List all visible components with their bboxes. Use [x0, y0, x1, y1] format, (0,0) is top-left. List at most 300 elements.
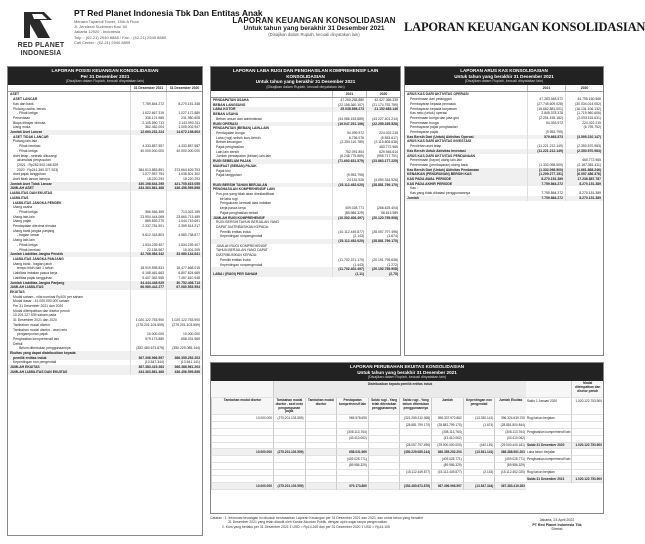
equity-cell	[368, 456, 400, 463]
panel-title: LAPORAN PERUBAHAN EKUITAS KONSOLIDASIAN	[349, 364, 465, 369]
equity-cell	[399, 476, 431, 483]
company-address	[74, 19, 234, 45]
equity-cell	[305, 429, 337, 436]
row-value-2020: (28.057.797.496)	[366, 230, 400, 235]
equity-cell	[273, 436, 305, 443]
equity-header-cell: Kepentingan non pengendali	[463, 398, 495, 415]
company-block	[74, 8, 263, 45]
equity-changes-panel	[210, 362, 604, 514]
panel-header	[8, 67, 202, 85]
equity-cell: 367.396.966.597	[431, 483, 463, 490]
row-label: JUMLAH RUGI KOMPREHENSIF	[216, 243, 268, 248]
row-label: Modal saham - nilai nominal Rp100 per saham	[13, 294, 84, 299]
row-value-2020: 1.005.002.947	[166, 125, 202, 130]
row-value-2021: 1.534.239.407	[130, 243, 166, 248]
equity-cell	[211, 470, 273, 477]
row-value-2020: (2.093.115.631)	[565, 116, 603, 121]
row-label: JUMLAH LIABILITAS	[10, 285, 44, 290]
row-label: Modal dasar - 41.000.000.000 saham	[13, 299, 70, 304]
row-label: ASET TIDAK LANCAR	[13, 134, 49, 139]
equity-header-cell: Tambahan modal disetor	[305, 398, 337, 415]
equity-header-cell: Modal ditempatkan dan disetor penuh	[571, 381, 603, 398]
equity-row-label: Laba tahun berjalan	[526, 449, 571, 456]
row-value-2020: (5.553.617)	[366, 136, 400, 141]
row-label: EKUITAS	[10, 289, 25, 294]
row-value-2021: (11.702.402.497)	[332, 267, 366, 272]
equity-cell	[305, 483, 337, 490]
panel-note: (Disajikan dalam Rupiah, kecuali dinyatakan lain)	[367, 375, 447, 380]
row-label: Jumlah Liabilitas Jangka Pendek	[10, 252, 64, 257]
row-label: Kas Bersih Dari (Untuk) Aktivitas Operasi	[407, 134, 474, 139]
row-label: - Belum ditentukan penggunaannya	[17, 346, 71, 351]
row-value-2020: 33.980.144.841	[166, 252, 202, 257]
row-value-2021: (6.248.775.869)	[332, 154, 366, 159]
equity-cell: 367.383.419.263	[494, 483, 526, 490]
row-value-2021: 889.839.270	[130, 219, 166, 224]
row-label: Utang bank - bagian jatuh	[13, 261, 52, 266]
address-line: Telp. : (62-21) 2940 8888 / Fax. : (62-21) 2940 8889	[74, 34, 167, 40]
equity-row-label: Rugi tahun berjalan	[526, 470, 571, 477]
equity-cell: (275.201.103.559)	[273, 415, 305, 422]
row-value-2020: (995.717.701)	[366, 154, 400, 159]
equity-cell: (89.986.329)	[494, 463, 526, 470]
row-value-2020: 8.270.151.389	[565, 191, 603, 196]
row-value-2021: 5.612.318.803	[130, 233, 166, 238]
row-value-2021: (10.112.449.877)	[332, 230, 366, 235]
equity-cell: 979.173.889	[336, 483, 368, 490]
column-header	[405, 85, 603, 92]
column-2021: 2021	[527, 85, 565, 91]
row-value-2021: 367.383.419.263	[130, 365, 166, 370]
row-value-2021: 384.613.883.891	[130, 168, 166, 173]
equity-cell: (308.113.764)	[431, 429, 463, 436]
row-label: ARUS KAS DARI AKTIVITAS PENDANAAN	[407, 153, 476, 158]
logo-text: RED PLANET INDONESIA	[17, 42, 65, 57]
report-header	[6, 4, 645, 66]
row-label: ARUS KAS DARI AKTIVITAS INVESTASI	[407, 139, 471, 144]
row-value-2021: (19.047.251.196)	[332, 122, 366, 127]
row-value-2021: 579.663.573	[527, 135, 565, 140]
row-label: kerja pasca kerja	[220, 206, 246, 211]
row-label: Aset pajak tangguhan	[13, 172, 46, 177]
equity-cell	[211, 456, 273, 463]
equity-cell	[305, 436, 337, 443]
row-value-2021: 22.155.567	[130, 248, 166, 253]
row-label: 2020 : Rp241.360.377.923)	[17, 167, 59, 172]
row-value-2021: (27.745.609.028)	[527, 102, 565, 107]
equity-cell	[571, 463, 603, 470]
equity-cell: 965.578.695	[336, 415, 368, 422]
row-label: Biaya dibayar dimuka	[13, 120, 46, 125]
equity-cell: (13.547.344)	[463, 483, 495, 490]
row-label: RUGI OPERASI	[213, 121, 238, 126]
equity-cell: (28.881.800.844)	[494, 422, 526, 429]
statement-row	[211, 272, 400, 277]
panel-subtitle: Untuk tahun yang berakhir 31 Desember 2021	[454, 73, 554, 79]
equity-cell: (28.881.799.170)	[431, 422, 463, 429]
row-value-2020: (16.131.106.132)	[565, 107, 603, 112]
equity-cell	[273, 463, 305, 470]
row-value-2021: 434.363.861.468	[130, 186, 166, 191]
row-label: RUGI BERSIH TAHUN BERJALAN	[213, 182, 268, 187]
equity-cell	[571, 456, 603, 463]
row-value-2020: (13.541.141)	[166, 360, 202, 365]
row-label: Penerimaan bunga	[410, 120, 439, 125]
equity-cell: (440.181)	[463, 443, 495, 450]
equity-cell: (409.028.771)	[431, 456, 463, 463]
row-value-2021: 9.407.362.555	[130, 276, 166, 281]
equity-cell: (43.410.062)	[431, 436, 463, 443]
footnote-line: 31 Desember 2021 yang telah diaudit oleh Kantor Akuntan Publik, dengan opini wajar tanpa pengecualian.	[228, 520, 388, 525]
row-value-2021: (10.302.406.497)	[332, 216, 366, 221]
row-label: KAS PADA AWAL PERIODE	[407, 177, 452, 182]
row-value-2021: (13.547.344)	[130, 360, 166, 365]
row-label: Penerimaan (pembayaran) utang bank	[410, 162, 469, 167]
row-value-2021: (11.702.371.170)	[332, 258, 366, 263]
row-label: Kepentingan nonpengendali	[220, 262, 263, 267]
row-value-2020: 6.807.624.669	[166, 271, 202, 276]
row-value-2021: 4.333.857.557	[130, 144, 166, 149]
row-value-2020: 366.388.961.203	[166, 365, 202, 370]
row-value-2020: (275.201.103.559)	[166, 323, 202, 328]
row-value-2020: (350.229.085.144)	[166, 346, 202, 351]
row-value-2020: 17.236.887.787	[565, 177, 603, 182]
row-label: MANFAAT (BEBAN) PAJAK	[213, 163, 257, 168]
row-value-2021: 6.168.461.663	[130, 271, 166, 276]
row-value-2020: (20.191.795.636)	[366, 258, 400, 263]
signature-company: PT Red Planet Indonesia Tbk	[532, 522, 582, 527]
row-label: BEBAN USAHA	[213, 112, 239, 117]
row-value-2021: 8.270.151.389	[527, 177, 565, 182]
row-value-2020: 436.456.595.898	[166, 186, 202, 191]
equity-row-label: Saldo 1 Januari 2020	[526, 398, 571, 415]
row-label: Utang lain-lain	[13, 238, 35, 243]
row-value-2021: 24.151.926	[332, 178, 366, 183]
panel-title: LAPORAN LABA RUGI DAN PENGHASILAN KOMPREHENSIF LAIN KONSOLIDASIAN	[232, 68, 379, 79]
row-value-2020: 10.000.000	[166, 332, 202, 337]
row-value-2021: 23.904.444.069	[130, 215, 166, 220]
row-label: JUMLAH EKUITAS	[10, 365, 40, 370]
row-label: LIABILITAS JANGKA PANJANG	[13, 257, 64, 261]
equity-cell	[211, 422, 273, 429]
equity-cell	[211, 429, 273, 436]
column-label	[405, 85, 527, 91]
equity-cell	[463, 476, 495, 483]
row-value-2021: 6.736.076	[332, 136, 366, 141]
equity-cell	[571, 470, 603, 477]
row-value-2020: 15.001.209	[166, 248, 202, 253]
row-value-2020: (22.259.165.528)	[366, 122, 400, 127]
row-value-2021: 18.919.595.831	[130, 266, 166, 271]
equity-cell: (28.057.797.496)	[399, 443, 431, 450]
row-label: ke laba rugi	[220, 196, 238, 201]
footnote-line: 2. Kurs yang berlaku per 31 Desember 2021 1 USD = Rp14.269 dan per 31 Desember 2020 1 USD = Rp14.105	[222, 524, 390, 529]
row-label: - Pihak berelasi	[17, 144, 41, 149]
row-label: DIATRIBUSIKAN KEPADA:	[216, 253, 258, 258]
equity-cell	[368, 443, 400, 450]
row-label: Aset tetap - setelah dikurangi	[13, 153, 57, 158]
row-label: Pajak penghasilan terkait	[220, 210, 258, 215]
row-value-2021: (16.662.881.001)	[527, 107, 565, 112]
row-value-2020: 8.270.151.389	[565, 182, 603, 187]
equity-cell	[399, 436, 431, 443]
center-subtitle: Untuk tahun yang berakhir 31 Desember 2021	[243, 25, 385, 32]
equity-cell	[211, 443, 273, 450]
row-value-2020: 224.022.215	[565, 121, 603, 126]
equity-cell	[368, 422, 400, 429]
column-header	[211, 91, 400, 98]
equity-cell	[368, 476, 400, 483]
row-value-2020: 14.672.198.603	[166, 130, 202, 135]
equity-group-header: Diatribusikan kepada pemilik entitas induk	[273, 381, 526, 398]
row-value-2020: 44.795.160.566	[565, 97, 603, 102]
panel-note: (Disajikan dalam Rupiah, kecuali dinyatakan lain)	[65, 79, 145, 84]
column-2020: 31 Desember 2020	[166, 85, 202, 91]
row-label: Utang pajak	[13, 219, 32, 224]
row-value-2020: 1.534.239.407	[166, 243, 202, 248]
row-value-2020: (43.227.401.214)	[366, 117, 400, 122]
row-label: TAHUN BERJALAN YANG DAPAT	[216, 248, 268, 253]
equity-cell: (409.028.771)	[336, 456, 368, 463]
row-value-2021: 409.028.771	[332, 206, 366, 211]
equity-cell	[571, 429, 603, 436]
row-value-2020: 460.772.965	[366, 145, 400, 150]
panel-header	[211, 363, 603, 381]
row-label: pemilik entitas induk	[13, 355, 47, 360]
row-value-2021: 2.337.781.901	[130, 224, 166, 229]
equity-cell	[368, 463, 400, 470]
equity-header-cell: Pendapatan komprehensif lain	[336, 398, 368, 415]
row-label: Tambahan modal disetor - aset neto	[13, 327, 68, 332]
row-label: Beban umum dan administrasi	[216, 116, 262, 121]
row-label: Pengukuran kembali atas imbalan	[220, 201, 272, 206]
row-value-2020: 30.752.408.713	[166, 281, 202, 286]
row-value-2021: 1.077.957.794	[130, 172, 166, 177]
row-value-2020: 21.152.683.146	[366, 107, 400, 112]
equity-cell	[211, 436, 273, 443]
row-value-2021: 10.000.000	[130, 332, 166, 337]
row-value-2021: 362.462.004	[130, 125, 166, 130]
equity-cell	[336, 470, 368, 477]
row-label: Pos-pos yang tidak akan direklasifikasi	[216, 192, 275, 197]
row-label: Pembayaran pajak penghasilan	[410, 125, 458, 130]
row-label: Pembayaran pajak	[410, 130, 439, 135]
row-label: tempo lebih dari 1 tahun	[17, 266, 54, 271]
row-label: LABA / (RUGI) PER SAHAM	[213, 272, 258, 276]
equity-cell	[336, 443, 368, 450]
row-value-2020: 67.080.553.554	[166, 285, 202, 290]
equity-cell: 396.337.972.862	[431, 415, 463, 422]
equity-cell: (15.112.452.020)	[494, 470, 526, 477]
row-label: JUMLAH LIABILITAS DAN EKUITAS	[10, 369, 68, 374]
row-label: Pembayaran kepada karyawan	[410, 106, 457, 111]
row-value-2021: (11.221.212.149)	[527, 144, 565, 149]
row-value-2020: (1.719.960.606)	[565, 111, 603, 116]
row-label: KAS PADA AKHIR PERIODE	[407, 181, 453, 186]
row-value-2021: 18.220.293	[130, 177, 166, 182]
cf-rows	[405, 92, 603, 200]
equity-cell	[305, 449, 337, 456]
panel-header	[211, 67, 400, 91]
row-value-2021: 7.759.844.272	[130, 102, 166, 107]
equity-cell: (308.113.764)	[494, 429, 526, 436]
equity-cell: (43.410.062)	[494, 436, 526, 443]
row-label: Kas dan bank	[13, 101, 34, 106]
row-value-2021: (89.986.329)	[332, 211, 366, 216]
row-label: Kepentingan nonpengendali	[220, 234, 263, 239]
equity-cell	[273, 443, 305, 450]
equity-cell	[305, 476, 337, 483]
equity-cell: 1.020.122.753.900	[571, 398, 603, 415]
equity-cell	[273, 476, 305, 483]
row-label: Utang usaha	[13, 205, 33, 210]
column-header	[8, 85, 202, 92]
row-label: Jumlah Aset Lancar	[10, 130, 43, 135]
row-label: Piutang lain-lain	[13, 139, 38, 144]
equity-cell	[399, 463, 431, 470]
row-value-2020: 4.580.738.877	[166, 233, 202, 238]
signature-block	[510, 518, 604, 532]
row-value-2020: (4.050.334.926)	[366, 178, 400, 183]
row-value-2020: (2,75)	[366, 272, 400, 277]
equity-cell: 366.388.961.203	[494, 449, 526, 456]
row-label: Utang bank jangka panjang	[13, 228, 55, 233]
row-label: Uang muka	[13, 125, 31, 130]
row-value-2021: 32.768.984.342	[130, 252, 166, 257]
equity-header-cell: Jumlah	[431, 398, 463, 415]
row-label: pengampunan pajak	[17, 332, 48, 337]
red-planet-logo-icon	[20, 10, 56, 40]
equity-cell: (409.028.771)	[494, 456, 526, 463]
row-value-2021: (1.209.277.151)	[527, 172, 565, 177]
row-value-2020: (20.120.795.908)	[366, 216, 400, 221]
equity-cell	[273, 456, 305, 463]
row-value-2021: 2.105.590.713	[130, 121, 166, 126]
company-logo	[12, 10, 70, 60]
row-value-2020: (2.187.381.411)	[565, 163, 603, 168]
row-value-2020: 1.020.122.753.900	[166, 318, 202, 323]
equity-cell: (350.229.085.144)	[399, 449, 431, 456]
row-value-2021: 752.091.804	[332, 150, 366, 155]
column-2020: 2020	[366, 91, 400, 97]
panel-note: (Disajikan dalam Rupiah, kecuali dinyatakan lain)	[266, 84, 345, 89]
address-line: Jl. Jenderal Sudirman Kav. 60	[74, 24, 128, 30]
equity-row-label: Penghasilan komprehensif lain	[526, 456, 571, 463]
equity-cell: 10.000.000	[211, 483, 273, 490]
panel-subtitle: Per 31 Desember 2021	[80, 73, 130, 79]
row-value-2020: (30.034.014.052)	[565, 102, 603, 107]
equity-row-label: Penghasilan komprehensif lain	[526, 429, 571, 436]
equity-cell: (321.259.212.368)	[399, 415, 431, 422]
equity-cell	[571, 422, 603, 429]
equity-cell: (15.112.449.877)	[431, 470, 463, 477]
row-label: PENDAPATAN USAHA	[213, 97, 249, 102]
row-value-2021: (1.332.098.500)	[527, 168, 565, 173]
row-value-2020: 16.477.668.015	[166, 266, 202, 271]
equity-row-label	[526, 463, 571, 470]
row-label: Lain-lain bersih	[216, 149, 239, 154]
row-label: - Pihak ketiga	[17, 148, 38, 153]
equity-cell: 396.324.639.705	[494, 415, 526, 422]
row-value-2021: 7.759.864.272	[527, 191, 565, 196]
row-value-2021: (9.953.795)	[527, 130, 565, 135]
equity-row-label: Rugi tahun berjalan	[526, 415, 571, 422]
equity-cell: 1.020.122.753.900	[571, 443, 603, 450]
row-value-2021: 434.363.861.468	[130, 370, 166, 375]
column-2020: 2020	[565, 85, 603, 91]
equity-row-label	[526, 436, 571, 443]
position-rows	[8, 92, 202, 374]
row-value-2021: 54.399.972	[332, 131, 366, 136]
equity-cell: (29.000.440.181)	[494, 443, 526, 450]
panel-title: LAPORAN POSISI KEUANGAN KONSOLIDASIAN	[51, 68, 159, 73]
row-label: Penerimaan dari pelanggan	[410, 97, 452, 102]
row-value-2021: (2.251.155.182)	[527, 116, 565, 121]
equity-cell: 10.000.000	[211, 449, 273, 456]
row-value-2020: 224.022.215	[366, 131, 400, 136]
row-value-2020: 629.946.614	[366, 150, 400, 155]
row-value-2020: (28.881.799.170)	[366, 183, 400, 188]
row-value-2020: 421.705.615.055	[166, 182, 202, 187]
equity-cell	[211, 463, 273, 470]
row-label: Aset tidak lancar lainnya	[13, 177, 50, 182]
cash-flow-panel	[404, 66, 604, 356]
equity-cell	[273, 429, 305, 436]
row-label: PENGHASILAN KOMPREHENSIF LAIN	[213, 187, 275, 192]
row-label: Pajak kini	[216, 168, 231, 173]
equity-cell: (275.201.103.559)	[273, 483, 305, 490]
equity-cell: (89.986.329)	[336, 463, 368, 470]
row-value-2020: (3.595.210.147)	[565, 135, 603, 140]
equity-cell	[305, 443, 337, 450]
equity-cell	[431, 476, 463, 483]
row-label: Kas yang tidak dibatasi penggunaannya	[410, 191, 471, 196]
row-label: Pajak tangguhan	[216, 173, 242, 178]
row-label: Defisit	[13, 341, 23, 346]
row-label: Pembayaran kepada pemasok	[410, 101, 456, 106]
column-2021: 31 Desember 2021	[130, 85, 166, 91]
equity-cell: (275.201.103.559)	[273, 449, 305, 456]
row-label: RUGI BERSIH TAHUN BERJALAN YANG	[216, 220, 280, 225]
equity-cell	[571, 415, 603, 422]
row-value-2020: (2.350.570.983)	[565, 144, 603, 149]
row-value-2021: 366.946.359	[130, 210, 166, 215]
equity-cell: 1.020.122.753.900	[571, 476, 603, 483]
equity-cell	[305, 422, 337, 429]
equity-header-cell: Tambahan modal disetor	[211, 398, 273, 415]
row-label: Liabilitas pajak tangguhan	[13, 275, 53, 280]
row-value-2021: (2.250.110.789)	[332, 140, 366, 145]
statement-row	[8, 370, 202, 375]
row-value-2020: (6.057.486.376)	[565, 172, 603, 177]
row-label: Kas :	[410, 186, 418, 191]
row-value-2021: 66.980.442.277	[130, 285, 166, 290]
equity-cell	[463, 463, 495, 470]
row-value-2020: 231.980.608	[166, 116, 202, 121]
equity-cell: (352.480.673.878)	[399, 483, 431, 490]
row-value-2020: 1.027.172.889	[166, 111, 202, 116]
equity-cell	[211, 476, 273, 483]
row-value-2021: 7.759.864.272	[527, 182, 565, 187]
equity-cell	[336, 422, 368, 429]
address-line: Call Center : (62-21) 2940 8899	[74, 39, 131, 45]
equity-cell: (15.112.449.877)	[399, 470, 431, 477]
row-value-2020: 7.457.610.948	[166, 276, 202, 281]
row-value-2020: 373.664.626.753	[166, 168, 202, 173]
row-label: - bagian lancar	[17, 233, 40, 238]
row-value-2021: 367.396.966.597	[130, 356, 166, 361]
panel-note: (Disajikan dalam Rupiah, kecuali dinyatakan lain)	[464, 79, 544, 84]
